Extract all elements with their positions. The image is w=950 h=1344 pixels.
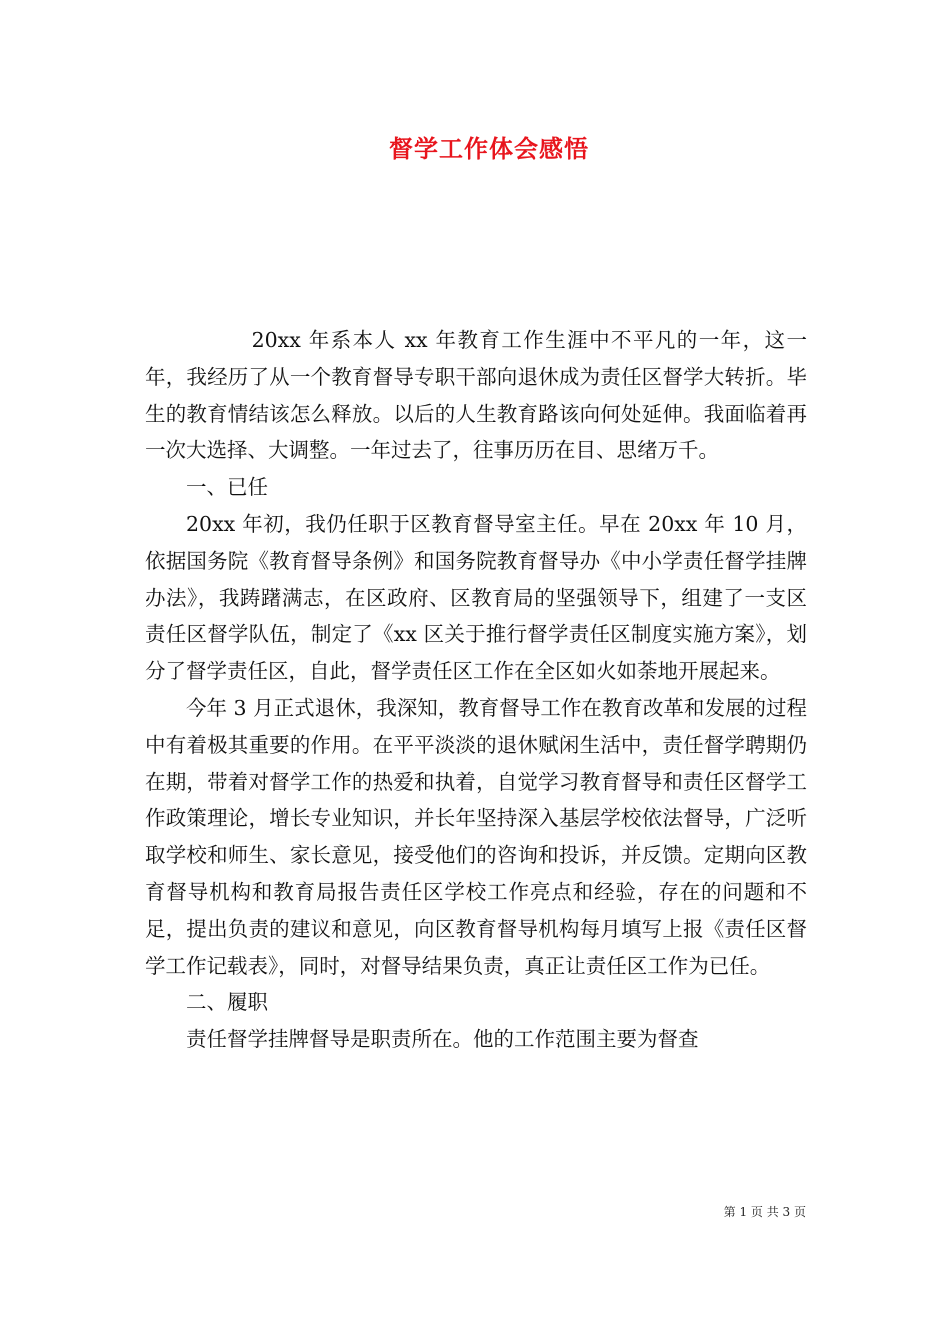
document-body [145,322,807,1058]
document-title: 督学工作体会感悟 [389,134,589,163]
page-number: 第 1 页 共 3 页 [723,1205,806,1219]
section-heading-1: 一、已任 [186,475,268,500]
paragraph-section-1b: 今年 3 月正式退休，我深知，教育督导工作在教育改革和发展的过程中有着极其重要的作用。在平平淡淡的退休赋闲生活中，责任督学聘期仍在期，带着对督学工作的热爱和执着，自觉学习教育督导和责任区督学工作政策理论，增长专业知识，并长年坚持深入基层学校依法督导，广泛听取学校和师生、家长意见，接受他们的咨询和投诉，并反馈。定期向区教育督导机构和教育局报告责任区学校工作亮点和经验，存在的问题和不足，提出负责的建议和意见，向区教育督导机构每月填写上报《责任区督学工作记载表》，同时，对督导结果负责，真正让责任区工作为已任。 [145,695,807,978]
section-heading-2: 二、履职 [186,990,268,1015]
paragraph-intro: 20xx 年系本人 xx 年教育工作生涯中不平凡的一年，这一年，我经历了从一个教育督导专职干部向退休成为责任区督学大转折。毕生的教育情结该怎么释放。以后的人生教育路该向何处延伸。我面临着再一次大选择、大调整。一年过去了，往事历历在目、思绪万千。 [145,328,807,463]
paragraph-section-1a: 20xx 年初，我仍任职于区教育督导室主任。早在 20xx 年 10 月，依据国务院《教育督导条例》和国务院教育督导办《中小学责任督学挂牌办法》，我踌躇满志，在区政府、区教育局的坚强领导下，组建了一支区责任区督学队伍，制定了《xx 区关于推行督学责任区制度实施方案》，划分了督学责任区，自此，督学责任区工作在全区如火如荼地开展起来。 [145,511,807,684]
paragraph-section-2a: 责任督学挂牌督导是职责所在。他的工作范围主要为督查 [186,1027,699,1052]
